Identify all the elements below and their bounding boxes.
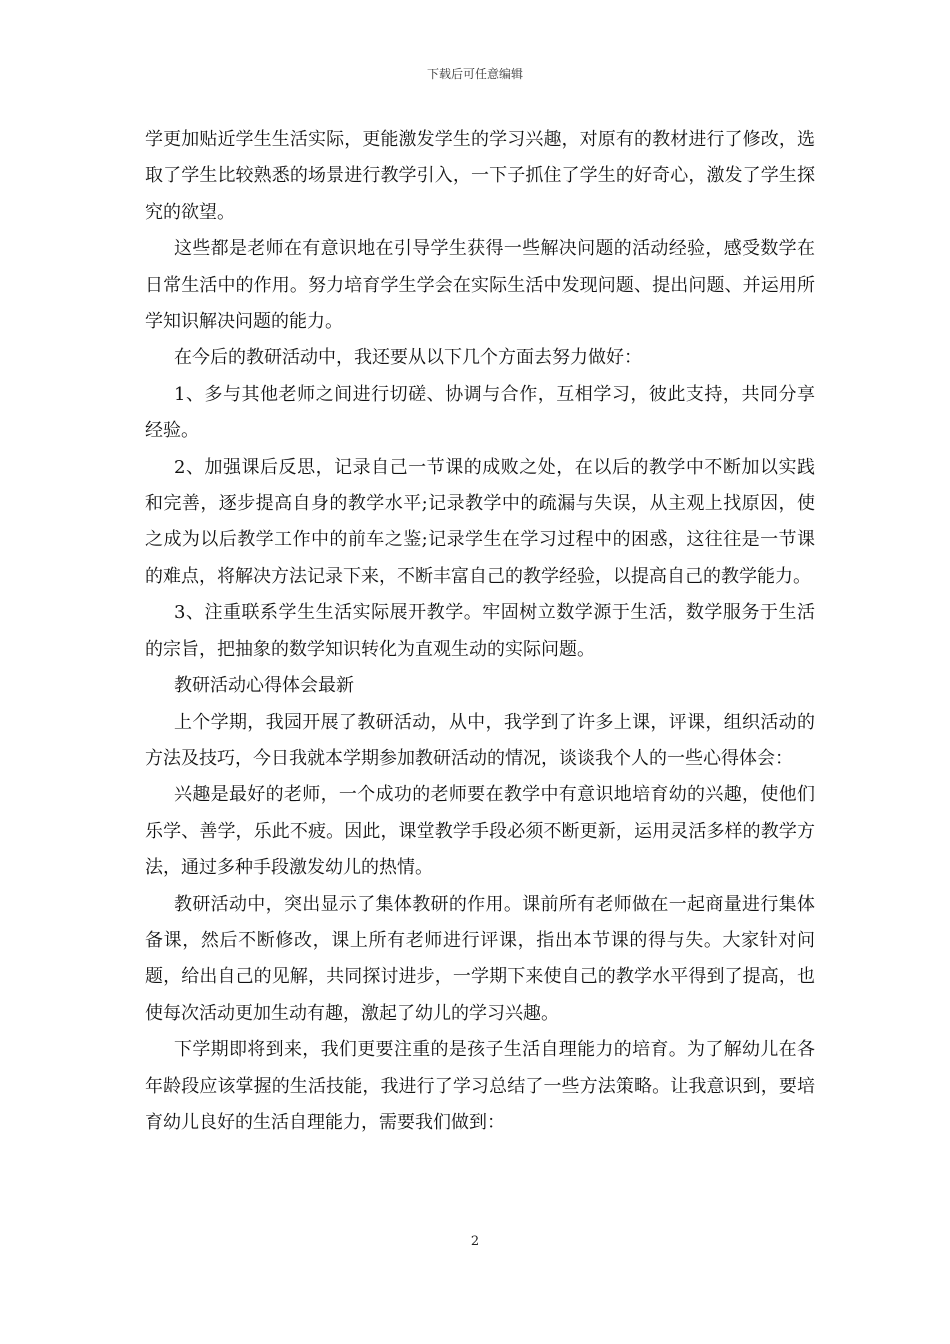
body-text <box>145 122 815 1141</box>
paragraph-10: 下学期即将到来，我们更要注重的是孩子生活自理能力的培育。为了解幼儿在各年龄段应该掌握的生活技能，我进行了学习总结了一些方法策略。让我意识到，要培育幼儿良好的生活自理能力，需要我们做到： <box>145 1039 815 1133</box>
paragraph-7: 上个学期，我园开展了教研活动，从中，我学到了许多上课，评课，组织活动的方法及技巧，今日我就本学期参加教研活动的情况，谈谈我个人的一些心得体会： <box>145 711 815 769</box>
paragraph-2: 这些都是老师在有意识地在引导学生获得一些解决问题的活动经验，感受数学在日常生活中的作用。努力培育学生学会在实际生活中发现问题、提出问题、并运用所学知识解决问题的能力。 <box>145 238 815 333</box>
paragraph-9: 教研活动中，突出显示了集体教研的作用。课前所有老师做在一起商量进行集体备课，然后不断修改，课上所有老师进行评课，指出本节课的得与失。大家针对问题，给出自己的见解，共同探讨进步，一学期下来使自己的教学水平得到了提高，也使每次活动更加生动有趣，激起了幼儿的学习兴趣。 <box>145 893 815 1024</box>
paragraph-6: 3、注重联系学生生活实际展开教学。牢固树立数学源于生活，数学服务于生活的宗旨，把抽象的数学知识转化为直观生动的实际问题。 <box>145 602 815 660</box>
paragraph-1: 学更加贴近学生生活实际，更能激发学生的学习兴趣，对原有的教材进行了修改，选取了学生比较熟悉的场景进行教学引入，一下子抓住了学生的好奇心，激发了学生探究的欲望。 <box>145 129 815 223</box>
paragraph-4: 1、多与其他老师之间进行切磋、协调与合作，互相学习，彼此支持，共同分享经验。 <box>145 383 815 442</box>
paragraph-5: 2、加强课后反思，记录自己一节课的成败之处，在以后的教学中不断加以实践和完善，逐步提高自身的教学水平;记录教学中的疏漏与失误，从主观上找原因，使之成为以后教学工作中的前车之鉴;记录学生在学习过程中的困惑，这往往是一节课的难点，将解决方法记录下来，不断丰富自己的教学经验，以提高自己的教学能力。 <box>145 456 815 587</box>
paragraph-3: 在今后的教研活动中，我还要从以下几个方面去努力做好： <box>174 347 642 369</box>
page-number: 2 <box>470 1234 480 1249</box>
paragraph-8: 兴趣是最好的老师，一个成功的老师要在教学中有意识地培育幼的兴趣，使他们乐学、善学，乐此不疲。因此，课堂教学手段必须不断更新，运用灵活多样的教学方法，通过多种手段激发幼儿的热情。 <box>145 784 815 879</box>
page-header: 下载后可任意编辑 <box>426 67 523 81</box>
section-title: 教研活动心得体会最新 <box>174 675 354 697</box>
